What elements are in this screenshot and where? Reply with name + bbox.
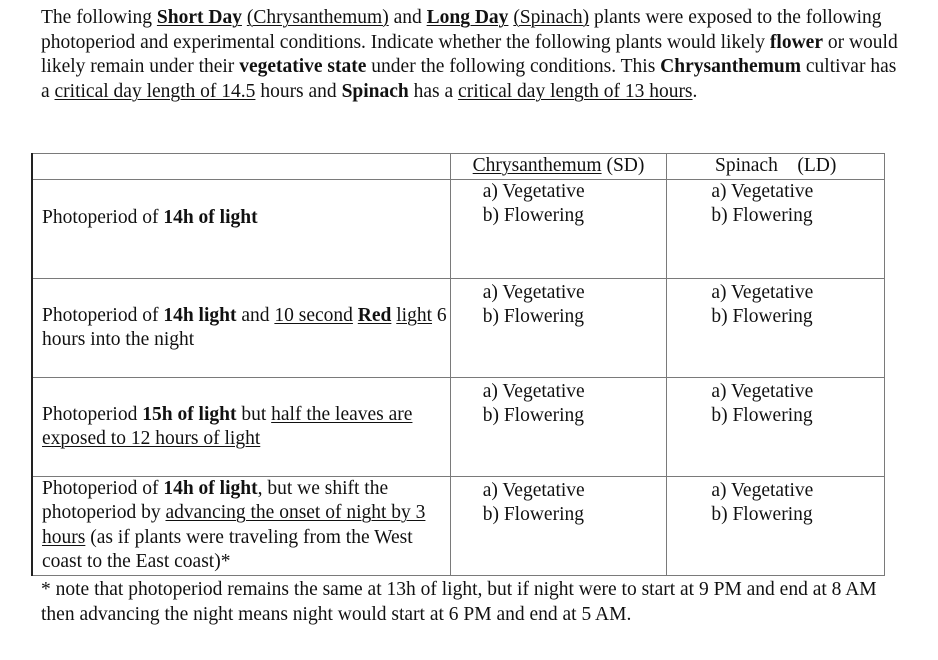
intro-text: The following	[41, 7, 157, 28]
flower-term: flower	[769, 31, 823, 53]
chrysanthemum-answer-cell[interactable]	[450, 179, 667, 278]
option-vegetative[interactable]: a) Vegetative	[482, 380, 585, 402]
option-flowering[interactable]: b) Flowering	[711, 504, 813, 525]
footnote: * note that photoperiod remains the same at 13h of light, but if night were to start at 9 PM and end at 8 AM then advancing the night means night would start at 6 PM and end at 5 AM.	[41, 579, 887, 625]
vegetative-state-term: vegetative state	[239, 56, 367, 78]
spinach-term: Spinach	[341, 80, 409, 102]
condition-fragment: advancing the onset of night by 3 hours	[42, 502, 426, 548]
chrysanthemum-answer-cell[interactable]	[450, 377, 667, 476]
condition-cell	[32, 476, 450, 575]
table-row	[32, 278, 885, 377]
option-vegetative[interactable]: a) Vegetative	[482, 281, 585, 303]
option-flowering[interactable]: b) Flowering	[482, 205, 584, 226]
intro-text: .	[692, 80, 698, 102]
intro-text: has a	[408, 80, 459, 102]
condition-fragment: Photoperiod of	[42, 206, 164, 228]
condition-fragment: Photoperiod of	[42, 304, 164, 326]
header-chrysanthemum-name: Chrysanthemum	[472, 155, 602, 176]
option-vegetative[interactable]: a) Vegetative	[711, 180, 814, 202]
spinach-label: (Spinach)	[513, 7, 590, 28]
condition-fragment: 14h of light	[163, 206, 258, 228]
condition-fragment: Photoperiod of	[42, 477, 164, 499]
intro-text: hours and	[255, 80, 342, 102]
option-vegetative[interactable]: a) Vegetative	[711, 281, 814, 303]
spinach-answer-cell[interactable]	[667, 179, 885, 278]
condition-cell	[32, 377, 450, 476]
condition-fragment: 6 hours into the night	[42, 304, 447, 350]
condition-fragment: , but we shift the photoperiod by	[42, 477, 389, 523]
option-vegetative[interactable]: a) Vegetative	[711, 479, 814, 501]
option-flowering[interactable]: b) Flowering	[711, 306, 813, 327]
spinach-answer-cell[interactable]	[667, 476, 885, 575]
short-day-term: Short Day	[156, 7, 242, 28]
intro-text: and	[388, 7, 427, 28]
option-flowering[interactable]: b) Flowering	[711, 405, 813, 426]
table-row	[32, 179, 885, 278]
condition-fragment: half the leaves are exposed to 12 hours of light	[42, 403, 413, 449]
condition-text	[42, 378, 450, 452]
table-row	[32, 377, 885, 476]
chrysanthemum-term: Chrysanthemum	[660, 56, 802, 78]
condition-text	[42, 180, 450, 231]
condition-fragment: (as if plants were traveling from the West coast to the East coast)*	[42, 526, 413, 572]
table-header-row	[32, 154, 885, 180]
spinach-answer-cell[interactable]	[667, 377, 885, 476]
chrysanthemum-answer-cell[interactable]	[450, 278, 667, 377]
option-flowering[interactable]: b) Flowering	[711, 205, 813, 226]
condition-text	[42, 477, 450, 575]
option-vegetative[interactable]: a) Vegetative	[482, 180, 585, 202]
condition-cell	[32, 278, 450, 377]
condition-fragment: 10 second	[274, 304, 353, 326]
option-vegetative[interactable]: a) Vegetative	[482, 479, 585, 501]
condition-fragment: Red	[357, 304, 392, 326]
condition-fragment: 15h of light	[142, 403, 237, 425]
condition-cell	[32, 179, 450, 278]
condition-fragment: 14h light	[163, 304, 237, 326]
header-chrysanthemum-type: (SD)	[601, 155, 645, 176]
condition-fragment: but	[236, 403, 272, 425]
photoperiod-table	[31, 153, 885, 576]
intro-text: plants were exposed to the following photoperiod and experimental conditions. Indicate whether the following plants would likely	[41, 7, 882, 53]
critical-day-spinach: critical day length of 13 hours	[458, 80, 693, 102]
option-flowering[interactable]: b) Flowering	[482, 306, 584, 327]
condition-fragment: Photoperiod	[42, 403, 143, 425]
condition-fragment: light	[396, 304, 433, 326]
condition-text	[42, 279, 450, 353]
header-chrysanthemum	[450, 154, 667, 180]
chrysanthemum-label: (Chrysanthemum)	[246, 7, 389, 28]
option-vegetative[interactable]: a) Vegetative	[711, 380, 814, 402]
header-condition	[32, 154, 450, 180]
condition-fragment: and	[236, 304, 275, 326]
spinach-answer-cell[interactable]	[667, 278, 885, 377]
instructions-paragraph	[41, 6, 901, 104]
table-row	[32, 476, 885, 575]
intro-text: or would likely remain under their	[41, 31, 898, 78]
option-flowering[interactable]: b) Flowering	[482, 504, 584, 525]
long-day-term: Long Day	[426, 7, 509, 28]
chrysanthemum-answer-cell[interactable]	[450, 476, 667, 575]
intro-text: cultivar has a	[41, 56, 897, 102]
condition-fragment: 14h of light	[163, 477, 258, 499]
critical-day-chrysanthemum: critical day length of 14.5	[54, 80, 256, 102]
option-flowering[interactable]: b) Flowering	[482, 405, 584, 426]
header-spinach: Spinach (LD)	[667, 154, 885, 180]
intro-text: under the following conditions. This	[366, 56, 661, 78]
